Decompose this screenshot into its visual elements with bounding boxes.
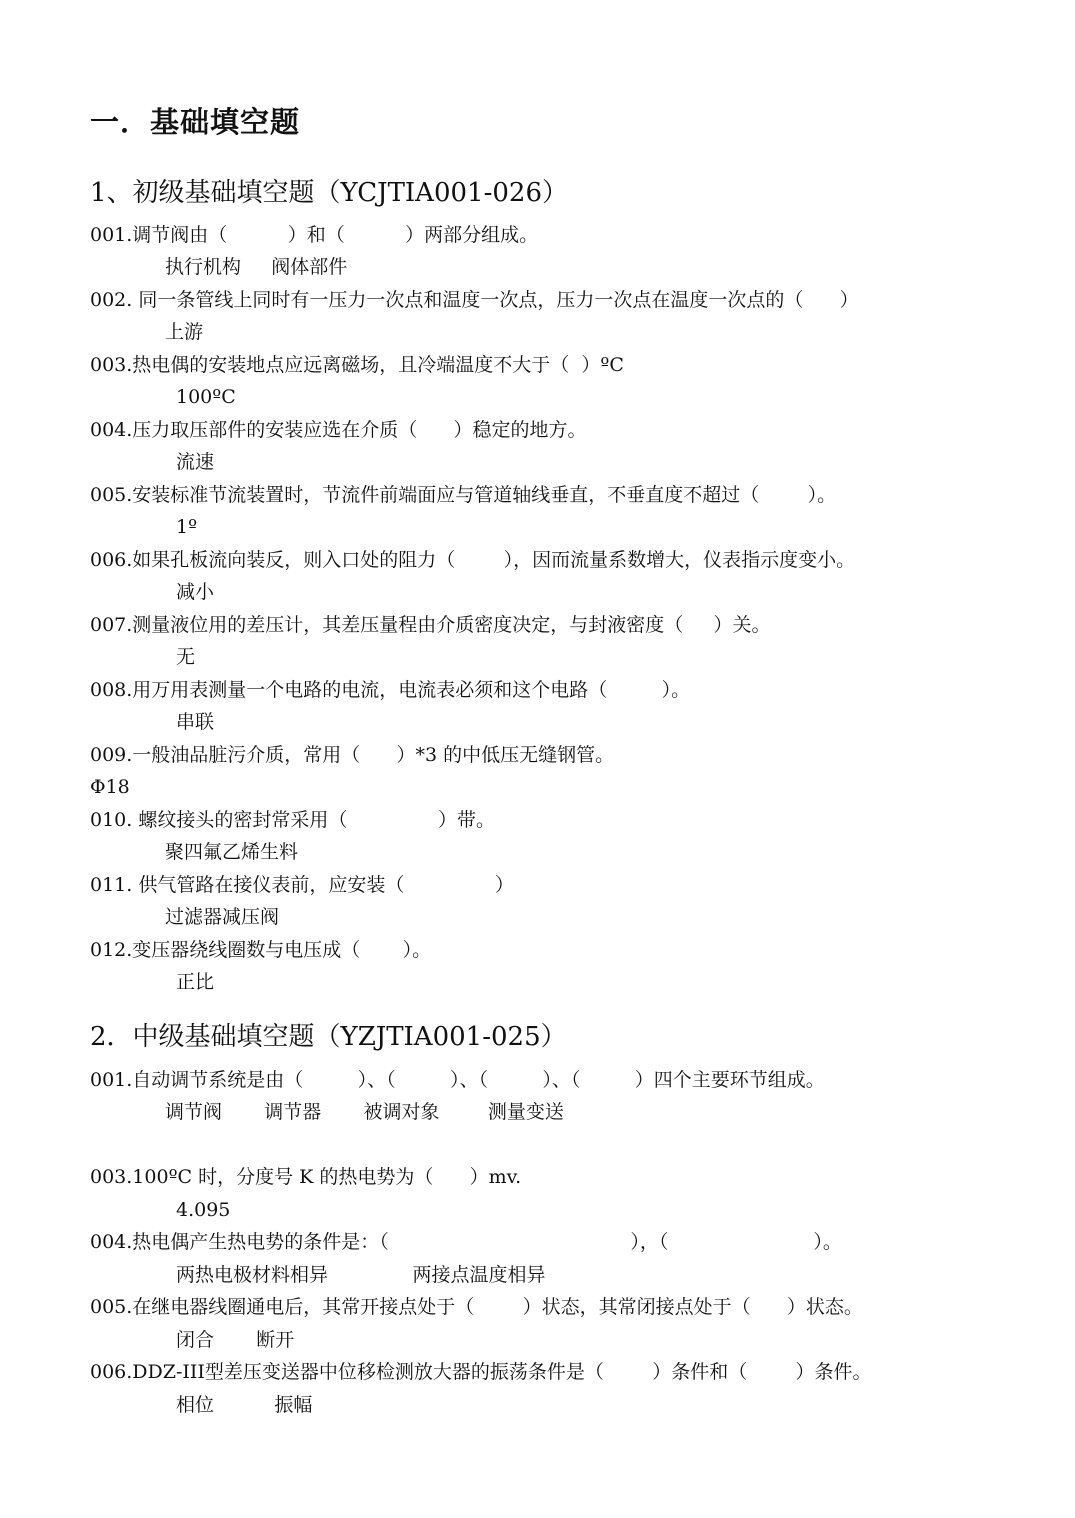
answer-text: 串联 xyxy=(176,711,215,733)
section-title: 1、初级基础填空题（YCJTIA001-026） xyxy=(90,178,568,208)
section-title: 2．中级基础填空题（YZJTIA001-025） xyxy=(90,1022,567,1052)
answer-text: 过滤器减压阀 xyxy=(165,906,280,928)
answer-text: Φ18 xyxy=(90,776,130,798)
answer-text: 调节阀 调节器 被调对象 测量变送 xyxy=(165,1101,564,1123)
answer-text: 上游 xyxy=(165,321,204,343)
question-text: 008.用万用表测量一个电路的电流，电流表必须和这个电路（ ）。 xyxy=(90,679,691,701)
question-text: 003.100ºC 时，分度号 K 的热电势为（ ）mv. xyxy=(90,1166,522,1188)
answer-text: 两热电极材料相异 两接点温度相异 xyxy=(176,1264,546,1286)
question-text: 004.热电偶产生热电势的条件是：（ ），（ ）。 xyxy=(90,1231,842,1253)
answer-text: 100ºC xyxy=(176,386,236,408)
question-text: 006.如果孔板流向装反，则入口处的阻力（ ），因而流量系数增大，仪表指示度变小。 xyxy=(90,549,856,571)
answer-text: 流速 xyxy=(176,451,215,473)
answer-text: 闭合 断开 xyxy=(176,1329,295,1351)
question-text: 007.测量液位用的差压计，其差压量程由介质密度决定，与封液密度（ ）关。 xyxy=(90,614,771,636)
question-text: 011. 供气管路在接仪表前，应安装（ ） xyxy=(90,874,514,896)
answer-text: 1º xyxy=(176,516,198,538)
question-text: 004.压力取压部件的安装应选在介质（ ）稳定的地方。 xyxy=(90,419,587,441)
answer-text: 聚四氟乙烯生料 xyxy=(165,841,299,863)
question-text: 005.在继电器线圈通电后，其常开接点处于（ ）状态，其常闭接点处于（ ）状态。 xyxy=(90,1296,863,1318)
question-text: 001.自动调节系统是由（ ）、（ ）、（ ）、（ ）四个主要环节组成。 xyxy=(90,1069,825,1091)
answer-text: 减小 xyxy=(176,581,215,603)
main-heading: 一．基础填空题 xyxy=(90,105,301,139)
question-text: 002. 同一条管线上同时有一压力一次点和温度一次点，压力一次点在温度一次点的（ ） xyxy=(90,289,859,311)
answer-text: 相位 振幅 xyxy=(176,1394,313,1416)
question-text: 010. 螺纹接头的密封常采用（ ）带。 xyxy=(90,809,495,831)
question-text: 006.DDZ-III型差压变送器中位移检测放大器的振荡条件是（ ）条件和（ ）条件。 xyxy=(90,1361,872,1383)
question-text: 012.变压器绕线圈数与电压成（ ）。 xyxy=(90,939,432,961)
question-text: 009.一般油品脏污介质，常用（ ）*3 的中低压无缝钢管。 xyxy=(90,744,615,766)
answer-text: 执行机构 阀体部件 xyxy=(165,256,348,278)
answer-text: 正比 xyxy=(176,971,215,993)
question-text: 003.热电偶的安装地点应远离磁场，且冷端温度不大于（ ）ºC xyxy=(90,354,624,376)
answer-text: 无 xyxy=(176,646,196,668)
question-text: 001.调节阀由（ ）和（ ）两部分组成。 xyxy=(90,224,539,246)
answer-text: 4.095 xyxy=(176,1199,231,1221)
question-text: 005.安装标准节流装置时，节流件前端面应与管道轴线垂直，不垂直度不超过（ ）。 xyxy=(90,484,837,506)
